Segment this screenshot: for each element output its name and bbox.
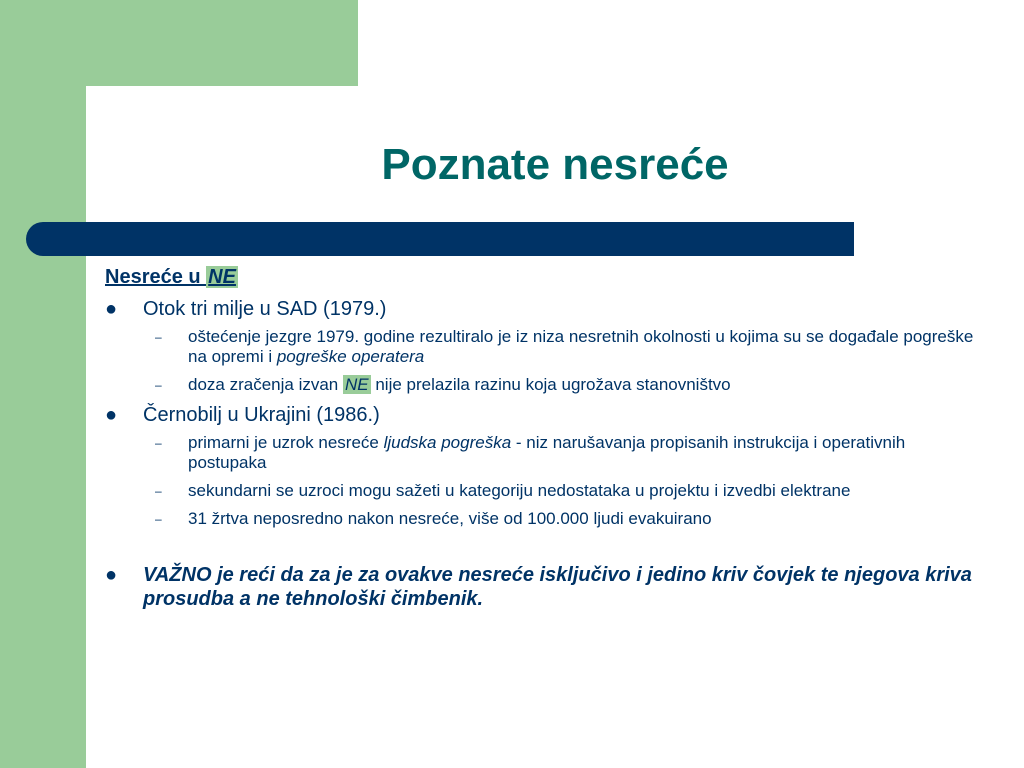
sub-text: primarni je uzrok nesreće — [188, 433, 384, 452]
sub-ne-highlight: NE — [344, 375, 369, 394]
important-text: VAŽNO je reći da za je za ovakve nesreće isključivo i jedino kriv čovjek te njegova kriva prosudba a ne tehnološki čimbenik. — [143, 564, 972, 610]
dash-icon: – — [155, 436, 162, 450]
spacer — [105, 537, 975, 563]
dash-icon: – — [155, 378, 162, 392]
slide-title: Poznate nesreće — [381, 140, 729, 189]
decor-navy-bar — [26, 222, 854, 256]
sub-item-sekundarni — [105, 481, 975, 501]
sub-item-primarni — [105, 433, 975, 473]
bullet-item-otok — [105, 297, 975, 321]
sub-text: - niz narušavanja propisanih instrukcija i operativnih postupaka — [188, 433, 906, 472]
dash-icon: – — [155, 330, 162, 344]
bullet-item-cernobilj — [105, 403, 975, 427]
bullet-item-vazno — [105, 563, 975, 611]
sub-text: 31 žrtva neposredno nakon nesreće, više od 100.000 ljudi evakuirano — [188, 509, 712, 528]
heading-ne-highlight: NE — [208, 266, 236, 288]
sub-text-italic: pogreške operatera — [276, 347, 425, 366]
sub-item-doza — [105, 375, 975, 395]
bullet-text: Otok tri milje u SAD (1979.) — [143, 298, 387, 320]
sub-item-zrtve — [105, 509, 975, 529]
bullet-icon: ● — [105, 298, 118, 320]
dash-icon: – — [155, 512, 162, 526]
decor-green-band-left — [0, 0, 86, 768]
dash-icon: – — [155, 484, 162, 498]
sub-text-italic: ljudska pogreška — [383, 433, 512, 452]
decor-green-band-top — [0, 0, 358, 86]
section-heading — [105, 266, 975, 289]
bullet-text: Černobilj u Ukrajini (1986.) — [143, 404, 380, 426]
sub-item-ostecenje — [105, 327, 975, 367]
sub-text: nije prelazila razinu koja ugrožava stanovništvo — [370, 375, 731, 394]
sub-text: sekundarni se uzroci mogu sažeti u kategoriju nedostataka u projektu i izvedbi elektrane — [188, 481, 851, 500]
slide-content — [105, 262, 975, 617]
bullet-icon: ● — [105, 564, 118, 586]
sub-text: oštećenje jezgre 1979. godine rezultiralo je iz niza nesretnih okolnosti u kojima su se događale pogreške na opremi i — [188, 327, 974, 366]
heading-prefix: Nesreće u — [105, 266, 207, 288]
bullet-icon: ● — [105, 404, 118, 426]
sub-text: doza zračenja izvan — [188, 375, 343, 394]
